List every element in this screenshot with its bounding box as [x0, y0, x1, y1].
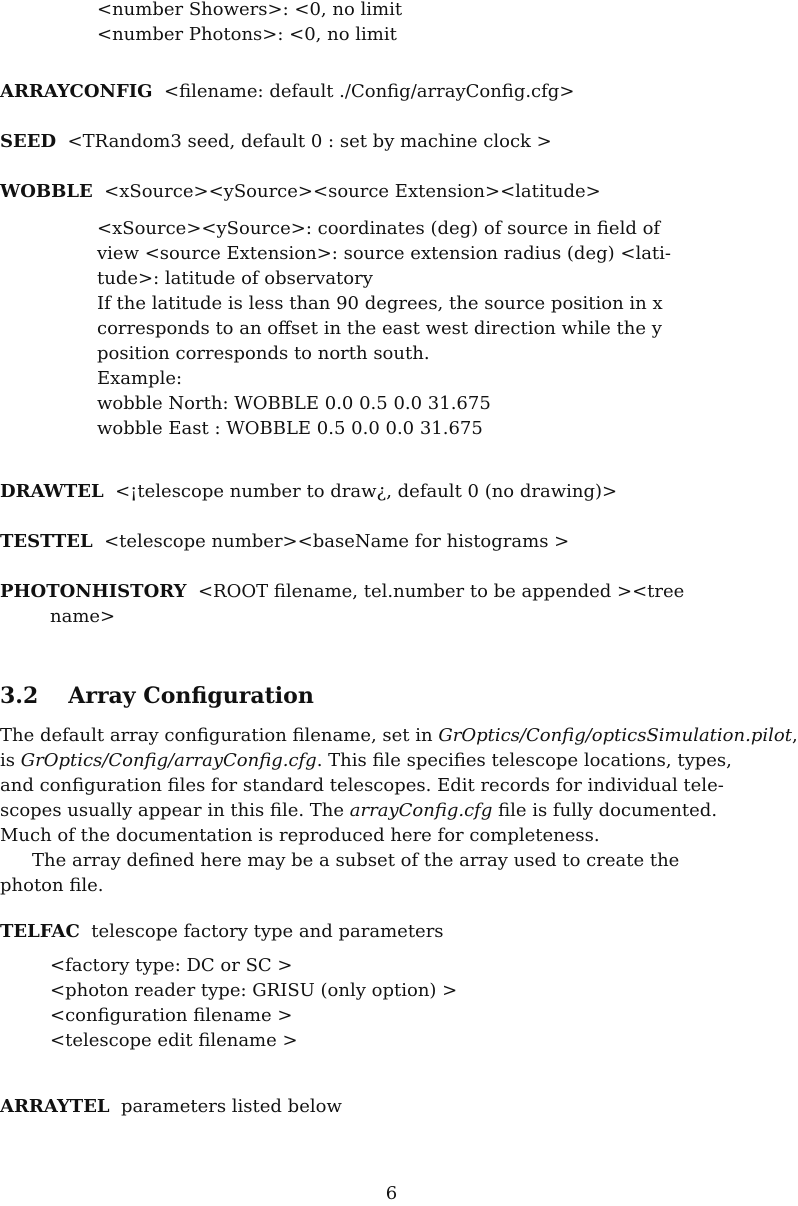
config-file-path: GrOptics/Config/arrayConfig.cfg: [20, 750, 317, 771]
arraytel-keyword: ARRAYTEL: [0, 1096, 110, 1117]
arraytel-desc: parameters listed below: [121, 1096, 342, 1117]
wobble-detail-line: If the latitude is less than 90 degrees, the source position in x: [97, 293, 663, 314]
para2-line: photon file.: [0, 875, 104, 896]
para1-text: ,: [791, 725, 798, 746]
para1-line: [0, 748, 732, 773]
arraytel-entry: [0, 1094, 342, 1119]
seed-entry: [0, 129, 552, 154]
para1-line: Much of the documentation is reproduced here for completeness.: [0, 825, 600, 846]
section-number: 3.2: [0, 683, 39, 709]
photonhistory-keyword: PHOTONHISTORY: [0, 581, 187, 602]
para1-line: [0, 798, 717, 823]
testtel-keyword: TESTTEL: [0, 531, 93, 552]
wobble-entry: [0, 179, 601, 204]
page-number: 6: [385, 1183, 398, 1204]
seed-keyword: SEED: [0, 131, 57, 152]
arrayconfig-desc: <filename: default ./Config/arrayConfig.cfg>: [163, 81, 575, 102]
para1-line: and configuration files for standard telescopes. Edit records for individual tele-: [0, 775, 724, 796]
testtel-entry: [0, 529, 569, 554]
arrayconfig-keyword: ARRAYCONFIG: [0, 81, 153, 102]
wobble-detail-line: position corresponds to north south.: [97, 343, 430, 364]
wobble-detail-line: tude>: latitude of observatory: [97, 268, 373, 289]
para1-line: [0, 723, 798, 748]
pilot-file-path: GrOptics/Config/opticsSimulation.pilot: [438, 725, 792, 746]
telfac-item: <factory type: DC or SC >: [50, 955, 293, 976]
photonhistory-entry: [0, 579, 684, 604]
telfac-item: <photon reader type: GRISU (only option) >: [50, 980, 458, 1001]
wobble-detail-line: <xSource><ySource>: coordinates (deg) of source in field of: [97, 218, 661, 239]
telfac-entry: [0, 919, 444, 944]
telfac-item: <configuration filename >: [50, 1005, 293, 1026]
section-title: Array Configuration: [68, 683, 314, 709]
para1-text: is: [0, 750, 21, 771]
drawtel-desc: <¡telescope number to draw¿, default 0 (no drawing)>: [115, 481, 618, 502]
para2-line: The array defined here may be a subset of the array used to create the: [32, 850, 680, 871]
para1-text: file is fully documented.: [492, 800, 718, 821]
wobble-example-east: wobble East : WOBBLE 0.5 0.0 0.0 31.675: [97, 418, 483, 439]
para1-text: . This file specifies telescope locations, types,: [316, 750, 732, 771]
para1-text: The default array configuration filename, set in: [0, 725, 439, 746]
photonhistory-desc: <ROOT filename, tel.number to be appended ><tree: [197, 581, 685, 602]
option-number-showers: <number Showers>: <0, no limit: [97, 0, 403, 20]
drawtel-keyword: DRAWTEL: [0, 481, 104, 502]
wobble-detail-line: view <source Extension>: source extension radius (deg) <lati-: [97, 243, 672, 264]
arrayconfig-entry: [0, 79, 574, 104]
telfac-keyword: TELFAC: [0, 921, 80, 942]
para1-text: scopes usually appear in this file. The: [0, 800, 350, 821]
photonhistory-desc-continued: name>: [50, 606, 116, 627]
drawtel-entry: [0, 479, 617, 504]
option-number-photons: <number Photons>: <0, no limit: [97, 24, 397, 45]
seed-desc: <TRandom3 seed, default 0 : set by machine clock >: [67, 131, 552, 152]
wobble-example-north: wobble North: WOBBLE 0.0 0.5 0.0 31.675: [97, 393, 491, 414]
wobble-desc: <xSource><ySource><source Extension><latitude>: [104, 181, 601, 202]
wobble-keyword: WOBBLE: [0, 181, 93, 202]
testtel-desc: <telescope number><baseName for histograms >: [104, 531, 570, 552]
wobble-detail-line: Example:: [97, 368, 183, 389]
telfac-desc: telescope factory type and parameters: [91, 921, 444, 942]
config-file-name: arrayConfig.cfg: [349, 800, 493, 821]
telfac-item: <telescope edit filename >: [50, 1030, 298, 1051]
section-heading: [0, 684, 314, 709]
wobble-detail-line: corresponds to an offset in the east west direction while the y: [97, 318, 662, 339]
